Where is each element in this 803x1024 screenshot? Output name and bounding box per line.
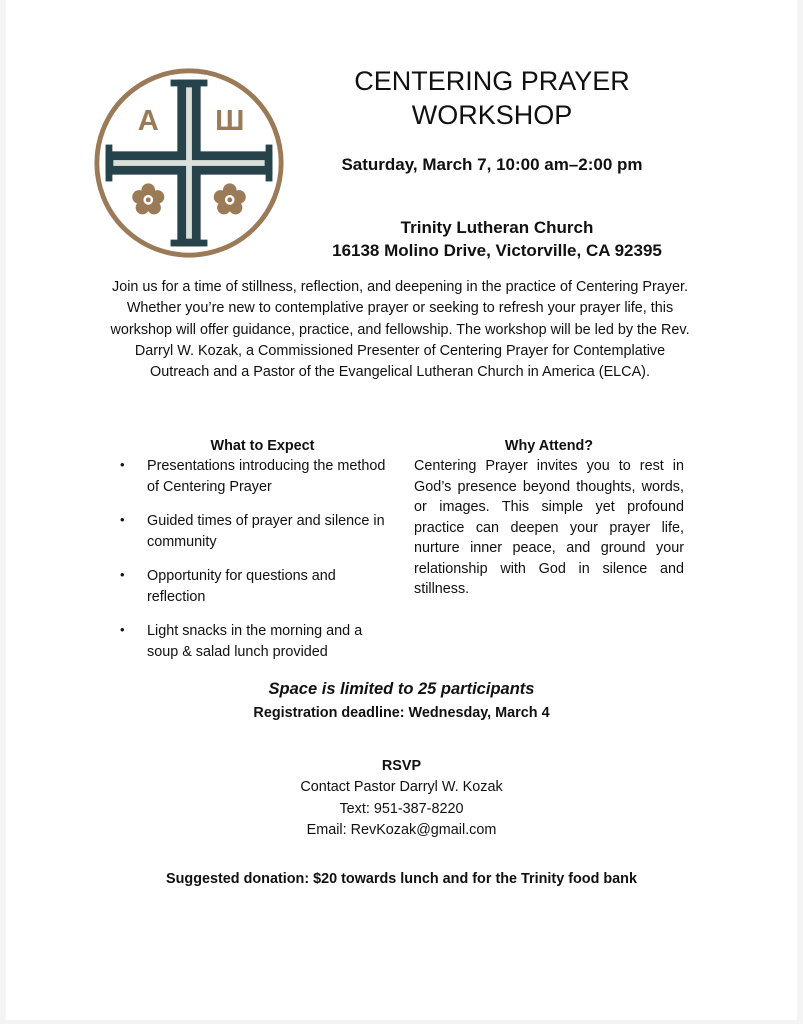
- bullet-icon: •: [120, 567, 125, 582]
- why-attend-section: [414, 436, 684, 600]
- flower-icon-right: [214, 183, 246, 214]
- list-item: [110, 456, 387, 497]
- venue-address: 16138 Molino Drive, Victorville, CA 92395: [332, 241, 662, 260]
- bullet-icon: •: [120, 457, 125, 472]
- flower-icon-left: [132, 183, 164, 214]
- why-attend-text: Centering Prayer invites you to rest in God’s presence beyond thoughts, words, or images. This simple yet profound practice can deepen your prayer life, nurture inner peace, and ground your relationship with God in silence and stillness.: [414, 458, 684, 597]
- rsvp-phone: Text: 951-387-8220: [339, 800, 464, 817]
- bullet-icon: •: [120, 622, 125, 637]
- title-line-1: CENTERING PRAYER: [354, 66, 630, 96]
- rsvp-block: [6, 756, 797, 842]
- cross-emblem-logo: [92, 66, 286, 260]
- list-item-text: Presentations introducing the method of Centering Prayer: [147, 458, 386, 495]
- what-to-expect-heading: What to Expect: [210, 438, 315, 454]
- alpha-letter: A: [137, 105, 159, 138]
- space-limited-notice: Space is limited to 25 participants: [268, 680, 535, 698]
- rsvp-email: Email: RevKozak@gmail.com: [306, 822, 497, 839]
- list-item-text: Opportunity for questions and reflection: [147, 568, 336, 605]
- intro-paragraph: Join us for a time of stillness, reflection, and deepening in the practice of Centering Prayer. Whether you’re new to contemplative prayer or seeking to refresh your prayer life, this workshop will offer guidance, practice, and fellowship. The workshop will be led by the Rev. Darryl W. Kozak, a Commissioned Presenter of Centering Prayer for Contemplative Outreach and a Pastor of the Evangelical Lutheran Church in America (ELCA).: [110, 279, 690, 381]
- what-to-expect-section: [110, 436, 400, 676]
- workshop-title: [300, 64, 684, 132]
- registration-deadline: Registration deadline: Wednesday, March 4: [253, 705, 550, 721]
- list-item: [110, 511, 387, 552]
- title-line-2: WORKSHOP: [411, 100, 573, 130]
- omega-letter: Ш: [215, 105, 245, 138]
- suggested-donation: Suggested donation: $20 towards lunch and for the Trinity food bank: [166, 871, 637, 887]
- bullet-icon: •: [120, 512, 125, 527]
- rsvp-heading: RSVP: [381, 758, 422, 774]
- list-item-text: Guided times of prayer and silence in community: [147, 513, 385, 550]
- list-item: [110, 566, 387, 607]
- venue-block: [300, 216, 694, 262]
- rsvp-contact: Contact Pastor Darryl W. Kozak: [300, 779, 503, 796]
- venue-name: Trinity Lutheran Church: [400, 218, 594, 237]
- why-attend-heading: Why Attend?: [504, 438, 594, 454]
- list-item-text: Light snacks in the morning and a soup & salad lunch provided: [147, 623, 363, 660]
- event-date: Saturday, March 7, 10:00 am–2:00 pm: [341, 155, 643, 174]
- cross-icon: [106, 80, 273, 247]
- list-item: [110, 621, 387, 662]
- expect-list: [110, 456, 400, 662]
